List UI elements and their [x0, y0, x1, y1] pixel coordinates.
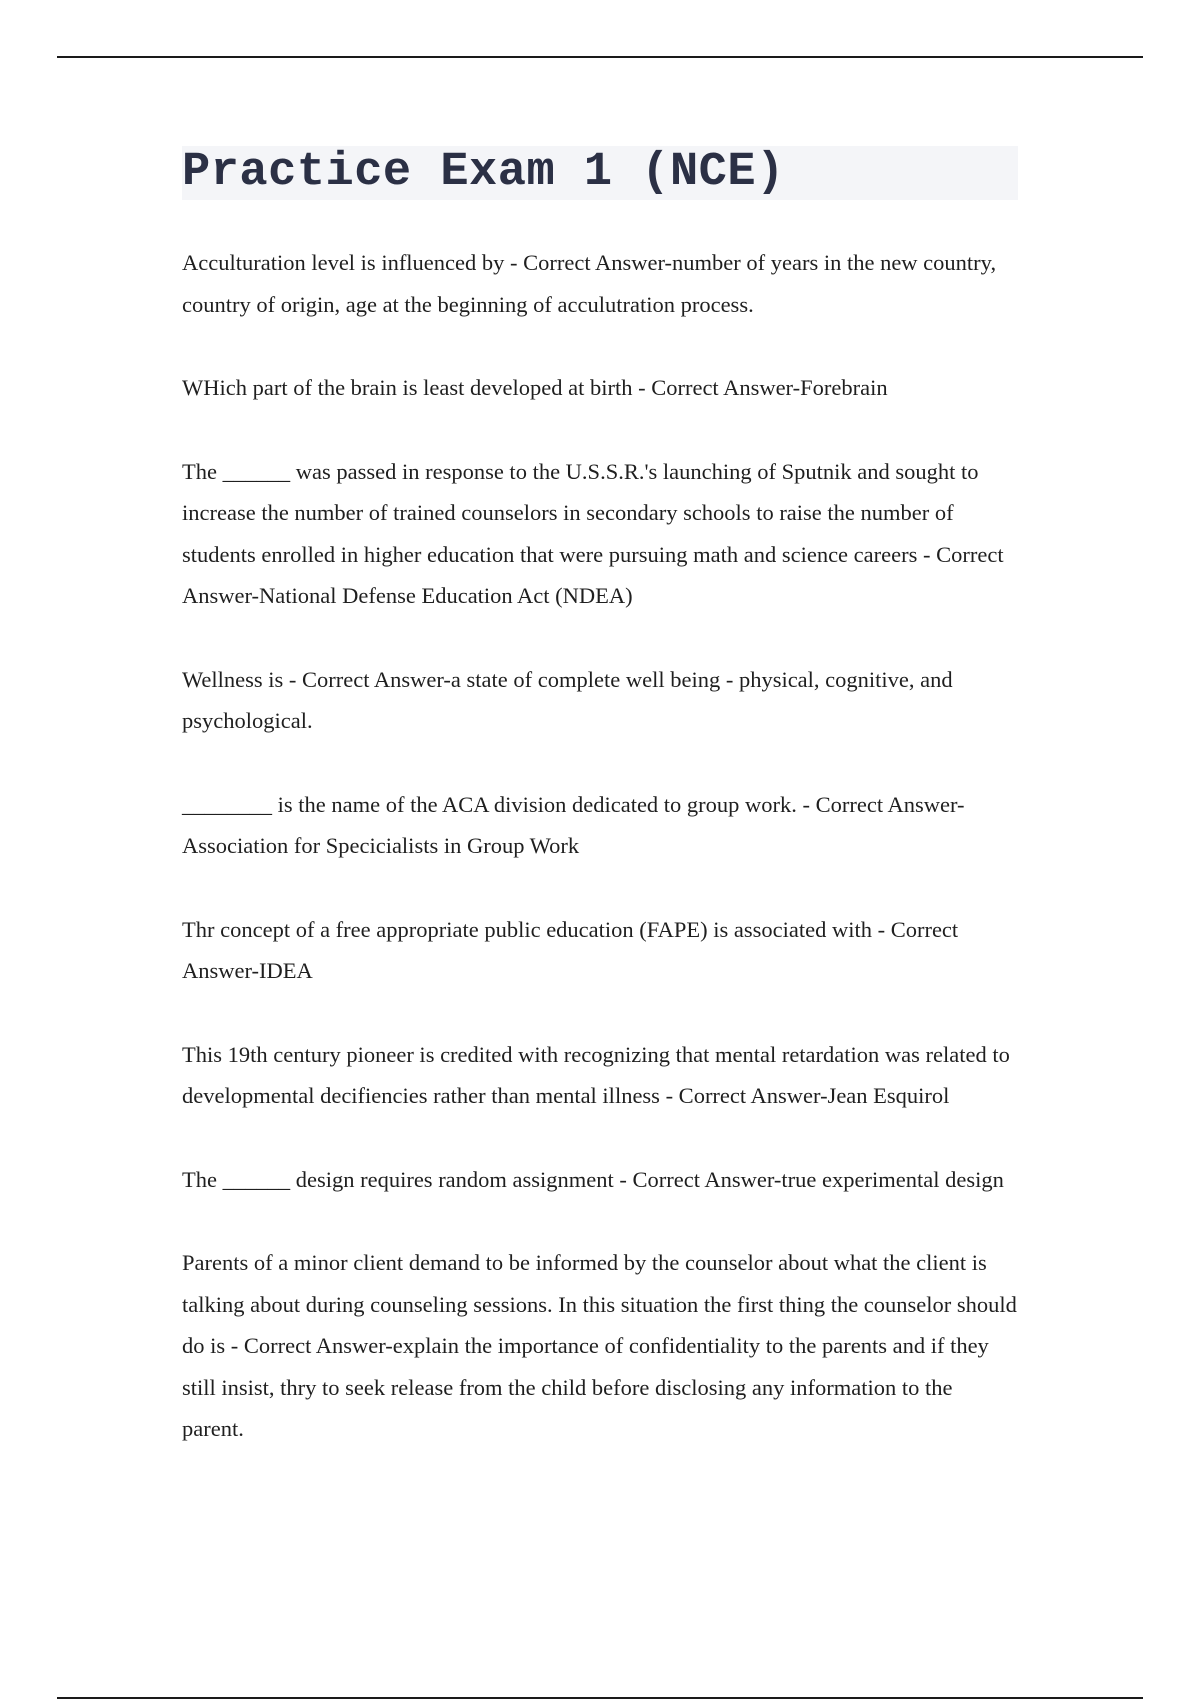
qa-item-8: The ______ design requires random assignment - Correct Answer-true experimental design	[182, 1166, 1004, 1192]
qa-item-7: This 19th century pioneer is credited with recognizing that mental retardation was related to developmental decifiencies rather than mental illness - Correct Answer-Jean Esquirol	[182, 1041, 1010, 1108]
page-title: Practice Exam 1 (NCE)	[182, 146, 785, 199]
title-banner	[182, 146, 1018, 200]
bottom-divider	[57, 1697, 1143, 1699]
qa-item-1: Acculturation level is influenced by - Correct Answer-number of years in the new country, country of origin, age at the beginning of acculutration process.	[182, 250, 997, 317]
top-divider	[57, 56, 1143, 58]
qa-item-3: The ______ was passed in response to the U.S.S.R.'s launching of Sputnik and sought to increase the number of trained counselors in secondary schools to raise the number of students enrolled in higher education that were pursuing math and science careers - Correct Answer-National Defense Education Act (NDEA)	[182, 458, 1004, 608]
document-body	[182, 146, 1018, 1492]
question-answer-list	[182, 242, 1018, 1450]
qa-item-6: Thr concept of a free appropriate public education (FAPE) is associated with - Correct Answer-IDEA	[182, 916, 959, 983]
qa-item-4: Wellness is - Correct Answer-a state of complete well being - physical, cognitive, and psychological.	[182, 666, 953, 733]
qa-item-9: Parents of a minor client demand to be informed by the counselor about what the client is talking about during counseling sessions. In this situation the first thing the counselor should do is - Correct Answer-explain the importance of confidentiality to the parents and if they still insist, thry to seek release from the child before disclosing any information to the parent.	[182, 1250, 1017, 1441]
qa-item-2: WHich part of the brain is least developed at birth - Correct Answer-Forebrain	[182, 375, 888, 400]
qa-item-5: ________ is the name of the ACA division dedicated to group work. - Correct Answer-Association for Specicialists in Group Work	[182, 791, 965, 858]
